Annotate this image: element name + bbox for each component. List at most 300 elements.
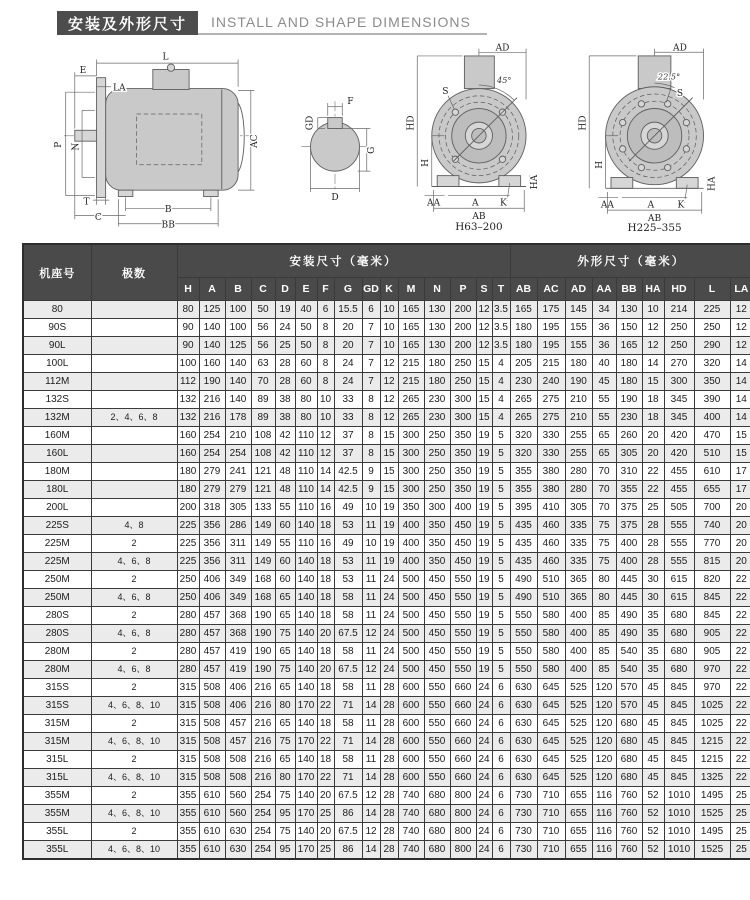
cell-p: 300 [450,409,476,427]
cell-e: 40 [295,301,317,319]
cell-g: 67.5 [334,787,362,805]
cell-e: 140 [295,715,317,733]
cell-g: 58 [334,715,362,733]
cell-ac: 380 [537,463,565,481]
cell-gd: 11 [362,571,380,589]
group-header-install: 安装尺寸（毫米） [177,244,510,278]
cell-l: 1525 [694,805,730,823]
cell-a: 610 [199,787,225,805]
frame-cell: 225M [23,535,91,553]
cell-b: 368 [225,607,251,625]
page-title-zh: 安装及外形尺寸 [57,11,198,35]
shaft-circle [311,122,360,171]
dimensions-table [22,243,750,860]
frame-cell: 90S [23,319,91,337]
cell-l: 815 [694,553,730,571]
cell-ha: 45 [642,697,664,715]
cell-hd: 680 [664,625,694,643]
cell-l: 250 [694,319,730,337]
frame-cell: 80 [23,301,91,319]
cell-bb: 760 [616,823,642,841]
cell-m: 740 [398,841,424,860]
table-row [23,409,750,427]
cell-c: 149 [251,517,275,535]
cell-s: 24 [476,823,492,841]
cell-g: 58 [334,607,362,625]
cell-h: 280 [177,661,199,679]
cell-t: 4 [492,373,510,391]
frame-cell: 250M [23,571,91,589]
poles-cell: 2、4、6、8 [91,409,177,427]
cell-n: 550 [424,715,450,733]
cell-ac: 460 [537,517,565,535]
cell-t: 6 [492,769,510,787]
cell-d: 80 [275,697,295,715]
cell-ac: 195 [537,337,565,355]
cell-p: 450 [450,517,476,535]
cell-l: 1495 [694,787,730,805]
cell-b: 140 [225,355,251,373]
cell-a: 190 [199,373,225,391]
cell-e: 170 [295,841,317,860]
cell-ha: 18 [642,391,664,409]
cell-n: 450 [424,607,450,625]
cell-n: 450 [424,589,450,607]
table-row [23,301,750,319]
cell-k: 28 [380,733,398,751]
cell-a: 318 [199,499,225,517]
cell-e: 50 [295,337,317,355]
cell-k: 15 [380,445,398,463]
cell-l: 770 [694,535,730,553]
cell-b: 419 [225,661,251,679]
cell-aa: 120 [592,715,616,733]
cell-g: 37 [334,445,362,463]
cell-g: 67.5 [334,823,362,841]
cell-d: 95 [275,805,295,823]
cell-d: 60 [275,553,295,571]
cell-ab: 320 [510,427,537,445]
cell-f: 8 [317,319,334,337]
cell-hd: 615 [664,571,694,589]
cell-ha: 28 [642,517,664,535]
poles-cell [91,481,177,499]
cell-c: 50 [251,301,275,319]
cell-d: 65 [275,751,295,769]
cell-l: 610 [694,463,730,481]
table-row [23,517,750,535]
cell-la: 12 [730,319,750,337]
cell-t: 5 [492,625,510,643]
cell-p: 660 [450,769,476,787]
frame-cell: 180M [23,463,91,481]
cell-g: 33 [334,409,362,427]
cell-s: 19 [476,589,492,607]
cell-la: 22 [730,571,750,589]
cell-p: 550 [450,571,476,589]
cell-ac: 510 [537,571,565,589]
table-row [23,697,750,715]
column-header-l: L [694,278,730,301]
cell-l: 845 [694,607,730,625]
cell-h: 90 [177,337,199,355]
cell-k: 15 [380,481,398,499]
cell-n: 350 [424,517,450,535]
cell-hd: 1010 [664,823,694,841]
cell-t: 6 [492,679,510,697]
cell-a: 508 [199,733,225,751]
cell-e: 140 [295,553,317,571]
cell-n: 250 [424,463,450,481]
cell-f: 18 [317,571,334,589]
cell-ha: 52 [642,823,664,841]
cell-la: 14 [730,391,750,409]
cell-a: 125 [199,301,225,319]
cell-f: 8 [317,337,334,355]
poles-cell: 2 [91,715,177,733]
column-header-d: D [275,278,295,301]
cell-ad: 155 [565,337,592,355]
cell-h: 160 [177,445,199,463]
cell-c: 56 [251,319,275,337]
cell-n: 550 [424,679,450,697]
cell-ac: 240 [537,373,565,391]
cell-s: 19 [476,661,492,679]
cell-f: 14 [317,481,334,499]
cell-f: 16 [317,499,334,517]
cell-h: 225 [177,553,199,571]
cell-a: 356 [199,553,225,571]
cell-gd: 8 [362,409,380,427]
cell-m: 300 [398,427,424,445]
cell-f: 12 [317,445,334,463]
cell-f: 20 [317,661,334,679]
cell-a: 406 [199,571,225,589]
cell-hd: 680 [664,661,694,679]
cell-d: 65 [275,715,295,733]
cell-t: 3.5 [492,337,510,355]
cell-aa: 85 [592,643,616,661]
cell-g: 71 [334,697,362,715]
cell-p: 300 [450,391,476,409]
cell-hd: 420 [664,427,694,445]
cell-d: 48 [275,463,295,481]
cell-la: 20 [730,517,750,535]
cell-a: 279 [199,463,225,481]
cell-b: 100 [225,319,251,337]
cell-bb: 305 [616,445,642,463]
cell-n: 180 [424,373,450,391]
cell-ha: 15 [642,373,664,391]
cell-b: 630 [225,841,251,860]
dim-label-C: C [94,213,102,224]
frame-cell: 315M [23,715,91,733]
cell-l: 1325 [694,769,730,787]
cell-ac: 275 [537,391,565,409]
table-row [23,589,750,607]
cell-gd: 11 [362,715,380,733]
table-row [23,679,750,697]
cell-ac: 460 [537,553,565,571]
cell-f: 18 [317,607,334,625]
cell-s: 24 [476,787,492,805]
dim-label-A: A [472,198,479,209]
cell-e: 140 [295,571,317,589]
cell-gd: 11 [362,643,380,661]
column-header-ha: HA [642,278,664,301]
cell-la: 25 [730,787,750,805]
cell-c: 190 [251,625,275,643]
cell-aa: 120 [592,751,616,769]
front-view-h63-200-drawing [406,43,546,234]
cell-la: 22 [730,769,750,787]
cell-k: 24 [380,625,398,643]
cell-ac: 175 [537,301,565,319]
cell-bb: 230 [616,409,642,427]
cell-p: 800 [450,841,476,860]
cell-f: 18 [317,679,334,697]
cell-aa: 120 [592,679,616,697]
cell-ac: 580 [537,661,565,679]
page-title-en: INSTALL AND SHAPE DIMENSIONS [198,11,487,35]
column-header-b: B [225,278,251,301]
cell-e: 140 [295,823,317,841]
cell-h: 180 [177,463,199,481]
cell-k: 12 [380,373,398,391]
cell-g: 58 [334,679,362,697]
cell-la: 20 [730,553,750,571]
cell-hd: 555 [664,535,694,553]
cell-s: 19 [476,499,492,517]
cell-la: 22 [730,715,750,733]
dim-label-F: F [347,96,354,107]
cell-a: 254 [199,427,225,445]
poles-cell: 2 [91,643,177,661]
cell-s: 19 [476,481,492,499]
cell-la: 15 [730,445,750,463]
cell-b: 140 [225,391,251,409]
frame-cell: 355L [23,823,91,841]
cell-ab: 355 [510,463,537,481]
cell-m: 600 [398,697,424,715]
table-row [23,499,750,517]
cell-g: 20 [334,319,362,337]
poles-cell: 4、8 [91,517,177,535]
cell-p: 250 [450,373,476,391]
cell-p: 200 [450,337,476,355]
cell-f: 12 [317,427,334,445]
cell-n: 550 [424,697,450,715]
cell-h: 280 [177,643,199,661]
cell-f: 10 [317,391,334,409]
cell-k: 15 [380,463,398,481]
cell-n: 130 [424,301,450,319]
cell-l: 290 [694,337,730,355]
flange-plate [97,78,106,198]
cell-c: 216 [251,769,275,787]
cell-bb: 680 [616,769,642,787]
cell-h: 90 [177,319,199,337]
cell-la: 22 [730,661,750,679]
table-row [23,319,750,337]
cell-t: 6 [492,805,510,823]
cell-m: 740 [398,823,424,841]
cell-bb: 355 [616,481,642,499]
cell-n: 450 [424,625,450,643]
cell-g: 86 [334,805,362,823]
cell-d: 48 [275,481,295,499]
cell-f: 22 [317,769,334,787]
cell-d: 65 [275,607,295,625]
cell-a: 279 [199,481,225,499]
cell-c: 121 [251,481,275,499]
dim-label-H: H [421,158,432,167]
cell-ha: 14 [642,355,664,373]
cell-k: 28 [380,823,398,841]
cell-ha: 22 [642,481,664,499]
cell-ad: 190 [565,373,592,391]
cell-b: 241 [225,463,251,481]
cell-la: 22 [730,643,750,661]
frame-cell: 280S [23,625,91,643]
cell-hd: 1010 [664,805,694,823]
cell-f: 25 [317,841,334,860]
cell-m: 600 [398,769,424,787]
cell-bb: 190 [616,391,642,409]
column-header-poles: 极数 [91,244,177,301]
cell-aa: 80 [592,589,616,607]
cell-g: 37 [334,427,362,445]
cell-e: 110 [295,463,317,481]
table-row [23,481,750,499]
cell-n: 550 [424,733,450,751]
cell-gd: 12 [362,625,380,643]
cell-ad: 210 [565,391,592,409]
cell-d: 65 [275,589,295,607]
cell-ab: 490 [510,571,537,589]
cell-l: 700 [694,499,730,517]
dim-label-E: E [79,66,87,77]
keyway [328,118,343,129]
cell-b: 560 [225,787,251,805]
cell-p: 550 [450,625,476,643]
cell-bb: 150 [616,319,642,337]
cell-l: 820 [694,571,730,589]
cell-m: 500 [398,571,424,589]
frame-cell: 280S [23,607,91,625]
cell-ac: 645 [537,715,565,733]
cell-d: 65 [275,679,295,697]
cell-ha: 30 [642,571,664,589]
cell-t: 6 [492,823,510,841]
cell-la: 14 [730,409,750,427]
cell-k: 12 [380,391,398,409]
dim-label-GD: GD [305,115,316,131]
cell-c: 168 [251,571,275,589]
column-header-frame: 机座号 [23,244,91,301]
cell-n: 250 [424,481,450,499]
cell-a: 457 [199,607,225,625]
cell-ha: 10 [642,301,664,319]
cell-m: 500 [398,643,424,661]
cell-la: 25 [730,823,750,841]
cell-d: 95 [275,841,295,860]
cell-l: 320 [694,355,730,373]
dim-label-P: P [54,141,65,148]
cell-s: 15 [476,391,492,409]
cell-s: 19 [476,553,492,571]
dim-label-S: S [442,87,449,98]
cell-h: 315 [177,679,199,697]
cell-m: 740 [398,787,424,805]
cell-e: 140 [295,679,317,697]
cell-m: 165 [398,319,424,337]
cell-n: 450 [424,661,450,679]
cell-g: 58 [334,643,362,661]
cell-ad: 335 [565,535,592,553]
cell-a: 216 [199,409,225,427]
cell-e: 140 [295,517,317,535]
cell-p: 550 [450,643,476,661]
cell-ad: 525 [565,697,592,715]
cell-s: 24 [476,715,492,733]
cell-p: 200 [450,301,476,319]
cell-h: 355 [177,787,199,805]
cell-ha: 20 [642,445,664,463]
cell-l: 470 [694,427,730,445]
shaft-section-drawing [294,45,376,231]
cell-hd: 845 [664,679,694,697]
cell-k: 24 [380,607,398,625]
cell-h: 180 [177,481,199,499]
cell-l: 350 [694,373,730,391]
cell-bb: 760 [616,841,642,860]
cell-h: 100 [177,355,199,373]
cell-f: 20 [317,625,334,643]
cell-bb: 260 [616,427,642,445]
cell-gd: 7 [362,355,380,373]
cell-t: 5 [492,571,510,589]
cell-n: 350 [424,553,450,571]
cell-aa: 65 [592,445,616,463]
dim-label-D: D [331,193,339,204]
cell-g: 53 [334,553,362,571]
table-row [23,769,750,787]
cell-t: 6 [492,787,510,805]
cell-b: 311 [225,553,251,571]
poles-cell [91,373,177,391]
cell-l: 655 [694,481,730,499]
cell-m: 400 [398,535,424,553]
cell-aa: 85 [592,625,616,643]
cell-ad: 400 [565,607,592,625]
cell-l: 1215 [694,751,730,769]
cell-c: 216 [251,715,275,733]
cell-ab: 730 [510,823,537,841]
cell-t: 3.5 [492,319,510,337]
cell-bb: 180 [616,355,642,373]
cell-k: 15 [380,427,398,445]
cell-e: 140 [295,787,317,805]
cell-hd: 345 [664,391,694,409]
cell-f: 18 [317,751,334,769]
table-row [23,643,750,661]
cell-n: 130 [424,337,450,355]
cell-h: 315 [177,751,199,769]
cell-a: 140 [199,319,225,337]
cell-ac: 215 [537,355,565,373]
cell-ad: 525 [565,751,592,769]
